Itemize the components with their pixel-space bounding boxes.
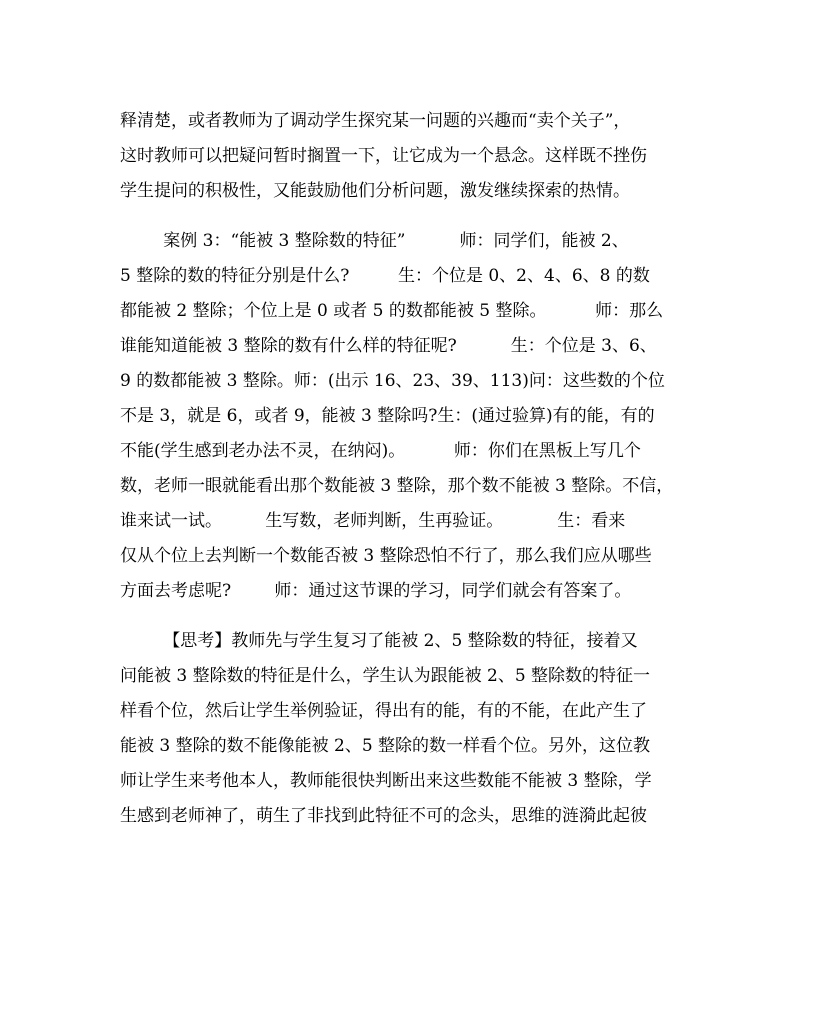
text-line: 9 的数都能被 3 整除。师：(出示 16、23、39、113)问：这些数的个位 (120, 371, 665, 391)
text-line: 谁能知道能被 3 整除的数有什么样的特征呢? 生：个位是 3、6、 (120, 336, 657, 356)
text-line: 样看个位，然后让学生举例验证，得出有的能，有的不能，在此产生了 (120, 701, 647, 721)
paragraph-spacer (120, 209, 700, 224)
text-line: 仅从个位上去判断一个数能否被 3 整除恐怕不行了，那么我们应从哪些 (120, 546, 652, 566)
text-line: 学生提问的积极性，又能鼓励他们分析问题，激发继续探索的热情。 (120, 181, 630, 201)
text-line: 5 整除的数的特征分别是什么? 生：个位是 0、2、4、6、8 的数 (120, 266, 650, 286)
document-body (120, 104, 700, 834)
text-line: 都能被 2 整除；个位上是 0 或者 5 的数都能被 5 整除。 师：那么 (120, 301, 664, 321)
text-line: 师让学生来考他本人，教师能很快判断出来这些数能不能被 3 整除，学 (120, 771, 652, 791)
text-line: 案例 3：“能被 3 整除数的特征” 师：同学们，能被 2、 (120, 231, 629, 251)
text-line: 生感到老师神了，萌生了非找到此特征不可的念头，思维的涟漪此起彼 (120, 806, 647, 826)
text-line: 能被 3 整除的数不能像能被 2、5 整除的数一样看个位。另外，这位教 (120, 736, 651, 756)
text-line: 这时教师可以把疑问暂时搁置一下，让它成为一个悬念。这样既不挫伤 (120, 146, 647, 166)
text-line: 方面去考虑呢? 师：通过这节课的学习，同学们就会有答案了。 (120, 581, 632, 601)
paragraph-spacer (120, 609, 700, 624)
text-line: 问能被 3 整除数的特征是什么，学生认为跟能被 2、5 整除数的特征一 (120, 666, 651, 686)
text-line: 释清楚，或者教师为了调动学生探究某一问题的兴趣而“卖个关子”， (120, 111, 631, 131)
text-line: 【思考】教师先与学生复习了能被 2、5 整除数的特征，接着又 (120, 631, 638, 651)
text-line: 不是 3，就是 6，或者 9，能被 3 整除吗?生：(通过验算)有的能，有的 (120, 406, 655, 426)
text-line: 不能(学生感到老办法不灵，在纳闷)。 师：你们在黑板上写几个 (120, 441, 641, 461)
paragraph-reflection (120, 624, 700, 834)
text-line: 谁来试一试。 生写数，老师判断，生再验证。 生：看来 (120, 511, 626, 531)
text-line: 数，老师一眼就能看出那个数能被 3 整除，那个数不能被 3 整除。不信， (120, 476, 674, 496)
paragraph-case-study (120, 224, 700, 609)
paragraph-intro (120, 104, 700, 209)
